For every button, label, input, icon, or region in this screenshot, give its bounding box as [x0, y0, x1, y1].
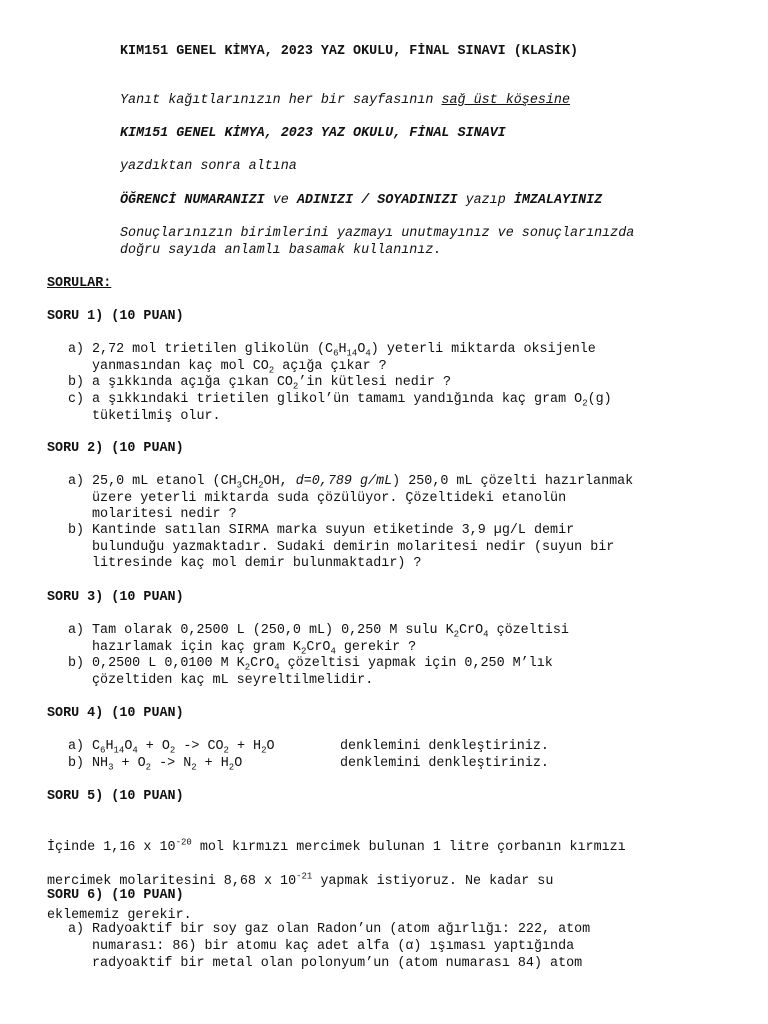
q3-a-line-1: Tam olarak 0,2500 L (250,0 mL) 0,250 M sulu $K_2CrO_4$ çözeltisi	[92, 623, 569, 640]
q1-b-line-1: a şıkkında açığa çıkan $CO_2’in$ kütlesi nedir ?	[92, 375, 451, 392]
q2-b-line-2: bulunduğu yazmaktadır. Sudaki demirin molaritesi nedir (suyun bir	[92, 539, 615, 555]
q4-a-instruction: denklemini denkleştiriniz.	[340, 739, 549, 754]
q4-a-label: a)	[68, 739, 85, 754]
exam-title: KIM151 GENEL KİMYA, 2023 YAZ OKULU, FİNAL SINAVI (KLASİK)	[120, 44, 579, 59]
q5-heading: SORU 5) (10 PUAN)	[47, 789, 184, 804]
q2-a-label: a)	[68, 474, 85, 489]
instruction-line-5a: Sonuçlarınızın birimlerini yazmayı unutmayınız ve sonuçlarınızda	[120, 226, 635, 241]
q2-a-line-1: 25,0 mL etanol ($CH_3CH_2OH$, d=0,789 g/mL) 250,0 mL çözelti hazırlanmak	[92, 474, 634, 491]
q6-a-line-2: numarası: 86) bir atomu kaç adet alfa (α) ışıması yaptığında	[92, 939, 575, 954]
instruction-text: Yanıt kağıtlarınızın her bir sayfasının	[120, 93, 442, 108]
name-surname-text: ADINIZI / SOYADINIZI	[296, 193, 458, 208]
q4-b-instruction: denklemini denkleştiriniz.	[340, 756, 549, 771]
student-number-text: ÖĞRENCİ NUMARANIZI	[120, 193, 265, 208]
q1-a-line-1: 2,72 mol trietilen glikolün $(C_6H_{14}O_4)$ yeterli miktarda oksijenle	[92, 342, 596, 359]
q3-heading: SORU 3) (10 PUAN)	[47, 590, 184, 605]
instruction-line-2: KIM151 GENEL KİMYA, 2023 YAZ OKULU, FİNAL SINAVI	[120, 126, 506, 141]
q2-b-line-1: Kantinde satılan SIRMA marka suyun etiketinde 3,9 µg/L demir	[92, 523, 575, 538]
q1-a-line-2: yanmasından kaç mol $CO_2$ açığa çıkar ?	[92, 358, 387, 376]
q2-a-line-3: molaritesi nedir ?	[92, 507, 237, 522]
q1-c-line-2: tüketilmiş olur.	[92, 408, 221, 424]
q4-b-label: b)	[68, 756, 85, 771]
q6-a-line-1: Radyoaktif bir soy gaz olan Radon’un (atom ağırlığı: 222, atom	[92, 922, 591, 937]
q6-heading: SORU 6) (10 PUAN)	[47, 888, 184, 903]
q5-line-3: eklememiz gerekir.	[47, 908, 192, 923]
sign-text: İMZALAYINIZ	[513, 193, 603, 208]
connector-text: yazıp	[457, 193, 514, 208]
q1-c-line-1: a şıkkındaki trietilen glikol’ün tamamı yandığında kaç gram $O_2(g)$	[92, 392, 612, 409]
q3-a-line-2: hazırlamak için kaç gram $K_2CrO_4$ gerekir ?	[92, 639, 417, 657]
q1-heading: SORU 1) (10 PUAN)	[47, 309, 184, 324]
instruction-line-4	[120, 193, 602, 209]
q2-heading: SORU 2) (10 PUAN)	[47, 441, 184, 456]
q3-b-line-2: çözeltiden kaç mL seyreltilmelidir.	[92, 672, 374, 688]
q5-line-1: İçinde 1,16 x $10^{-20}$ mol kırmızı mercimek bulunan 1 litre çorbanın kırmızı	[47, 837, 626, 855]
q4-heading: SORU 4) (10 PUAN)	[47, 706, 184, 721]
q5-line-2: mercimek molaritesini 8,68 x $10^{-21}$ yapmak istiyoruz. Ne kadar su	[47, 871, 554, 889]
instruction-line-1	[120, 93, 570, 109]
q6-a-line-3: radyoaktif bir metal olan polonyum’un (atom numarası 84) atom	[92, 956, 583, 971]
q2-a-line-2: üzere yeterli miktarda suda çözülüyor. Çözeltideki etanolün	[92, 490, 567, 506]
q1-c-label: c)	[68, 392, 85, 407]
q3-b-label: b)	[68, 656, 85, 671]
q2-b-line-3: litresinde kaç mol demir bulunmaktadır) ?	[92, 556, 422, 571]
instruction-line-3: yazdıktan sonra altına	[120, 159, 297, 174]
q4-a-equation: $C_6H_{14}O_4 + O_2 -> CO_2 + H_2O$	[92, 739, 275, 756]
q3-b-line-1: 0,2500 L 0,0100 M $K_2CrO_4$ çözeltisi yapmak için 0,250 M’lık	[92, 656, 553, 673]
q1-b-label: b)	[68, 375, 85, 390]
q6-a-label: a)	[68, 922, 85, 937]
instruction-underlined: sağ üst köşesine	[441, 93, 571, 108]
q4-b-equation: $NH_3 + O_2 -> N_2 + H_2O$	[92, 756, 243, 773]
q1-a-label: a)	[68, 342, 85, 357]
connector-text: ve	[264, 193, 297, 208]
q2-b-label: b)	[68, 523, 85, 538]
questions-heading: SORULAR:	[47, 276, 112, 291]
instruction-line-5b: doğru sayıda anlamlı basamak kullanınız.	[120, 243, 442, 258]
q3-a-label: a)	[68, 623, 85, 638]
